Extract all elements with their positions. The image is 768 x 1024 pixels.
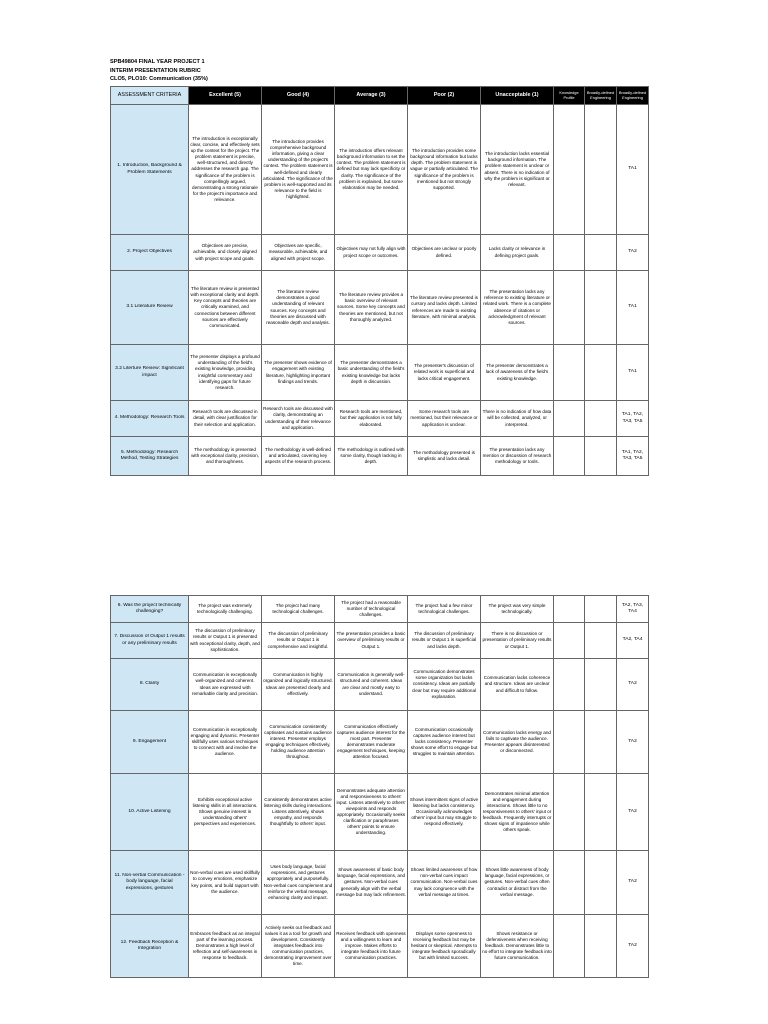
table-row: [111, 596, 649, 623]
table-cell: [335, 105, 408, 235]
table-row: [111, 235, 649, 271]
col-unacceptable: Unacceptable (1): [481, 87, 554, 105]
table-cell: [189, 235, 262, 271]
table-cell: [262, 851, 335, 915]
table-cell: [335, 401, 408, 437]
table-cell: [408, 851, 481, 915]
header-row: [111, 87, 649, 105]
knowledge-profile-cell: [554, 851, 585, 915]
table-cell: [262, 596, 335, 623]
knowledge-profile-cell: [554, 235, 585, 271]
good-cell: Actively seeks out feedback and values it as a tool for growth and development. Consistently integrates feedback into communication practices, demonstrating improvement over time.: [264, 924, 332, 967]
unacceptable-cell: Communication lacks energy and fails to captivate the audience. Presenter appears disinterested or disconnected.: [483, 729, 551, 754]
table-cell: [189, 915, 262, 978]
unacceptable-cell: The presentation lacks any reference to existing literature or related work. There is a complete absence of citations or acknowledgment of relevant sources.: [483, 289, 551, 325]
col-assessment-criteria: ASSESSMENT CRITERIA: [111, 87, 189, 105]
ta-cell: TA2: [617, 659, 649, 711]
good-cell: The introduction provides comprehensive background information, giving a clear understanding of the project's context. The problem statement is well-defined and clearly articulated. The significance of the problem is well-supported and its relevance to the field is highlighted.: [263, 139, 333, 199]
table-row: [111, 774, 649, 851]
average-cell: The literature review provides a basic overview of relevant sources. Some key concepts and theories are mentioned, but not thoroughly analyzed.: [337, 292, 405, 322]
unacceptable-cell: The presenter demonstrates a lack of awareness of the field's existing knowledge.: [485, 363, 549, 381]
table-cell: [481, 235, 554, 271]
table-cell: [111, 851, 189, 915]
poor-cell: The literature review presented is cursory and lacks depth. Limited references are made to existing literature, with minimal analysis.: [410, 295, 478, 319]
course-title: SPB49804 FINAL YEAR PROJECT 1: [110, 59, 205, 65]
unacceptable-cell: There is no discussion or presentation of preliminary results or Output 1.: [482, 631, 552, 649]
criteria-cell: 7. Discussion of Output 1 results or any preliminary results: [114, 634, 185, 646]
broadly-defined-cell: [585, 271, 617, 345]
table-cell: [262, 915, 335, 978]
ta-cell: TA2: [617, 915, 649, 978]
table-cell: [262, 345, 335, 401]
table-cell: [189, 596, 262, 623]
table-row: [111, 711, 649, 774]
table-cell: [111, 105, 189, 235]
table-cell: [189, 401, 262, 437]
knowledge-profile-cell: [554, 623, 585, 659]
ta-cell: TA2, TA3, TA4: [617, 596, 649, 623]
table-cell: [335, 711, 408, 774]
excellent-cell: The discussion of preliminary results or Output 1 is presented with exceptional clarity, depth, and sophistication.: [190, 628, 260, 652]
poor-cell: Objectives are unclear or poorly defined.: [411, 246, 477, 258]
poor-cell: Some research tools are mentioned, but their relevance or application is unclear.: [410, 409, 478, 427]
table-cell: [408, 915, 481, 978]
table-row: [111, 401, 649, 437]
table-cell: [189, 623, 262, 659]
unacceptable-cell: There is no indication of how data will be collected, analyzed, or interpreted.: [482, 409, 552, 427]
ta-cell: TA1: [617, 271, 649, 345]
col-broadly-defined-2: Broadly-defined Engineering: [617, 87, 649, 105]
table-cell: [262, 711, 335, 774]
table-cell: [335, 345, 408, 401]
poor-cell: The introduction provides some background information but lacks depth. The problem statement is vague or partially articulated. The significance of the problem is mentioned but not strongly supported.: [410, 148, 478, 190]
poor-cell: Communication demonstrates some organization but lacks consistency. Ideas are partially clear but may require additional explanation.: [411, 669, 477, 699]
table-cell: [189, 851, 262, 915]
table-cell: [189, 271, 262, 345]
average-cell: Communication is generally well-structured and coherent. Ideas are clear and mostly easy to understand.: [337, 672, 405, 696]
criteria-cell: 8. Clarity: [139, 681, 160, 687]
knowledge-profile-cell: [554, 105, 585, 235]
good-cell: Uses body language, facial expressions, and gestures appropriately and purposefully. Non-verbal cues complement and reinforce the verbal message, enhancing clarity and impact.: [263, 864, 333, 900]
good-cell: Consistently demonstrates active listening skills during interactions. Listens attentively, shows empathy, and responds thoughtfully to others' input.: [263, 796, 333, 827]
col-poor: Poor (2): [408, 87, 481, 105]
table-cell: [262, 623, 335, 659]
table-cell: [408, 401, 481, 437]
good-cell: Communication consistently captivates and sustains audience interest. Presenter employs engaging techniques effectively, holding audience attention throughout.: [264, 723, 332, 760]
table-cell: [189, 105, 262, 235]
table-cell: [335, 774, 408, 851]
table-row: [111, 915, 649, 978]
table-cell: [335, 235, 408, 271]
average-cell: Shows awareness of basic body language, facial expressions, and gestures. Non-verbal cues generally align with the verbal message but may lack refinement.: [336, 867, 406, 897]
poor-cell: Shows intermittent signs of active listening but lacks consistency. Occasionally acknowledges others' input but may struggle to respond effectively.: [409, 796, 479, 827]
poor-cell: The project had a few minor technological challenges.: [415, 602, 473, 614]
unacceptable-cell: The introduction lacks essential background information. The problem statement is unclear or absent. There is no indication of why the problem is significant or relevant.: [484, 151, 550, 187]
excellent-cell: Communication is exceptionally engaging and dynamic. Presenter skillfully uses various techniques to connect with and involve the audience.: [190, 726, 260, 757]
table-cell: [189, 437, 262, 476]
broadly-defined-cell: [585, 711, 617, 774]
table-cell: [262, 235, 335, 271]
good-cell: Objectives are specific, measurable, achievable, and aligned with project scope.: [268, 243, 328, 261]
unacceptable-cell: Lacks clarity or relevance in defining project goals.: [488, 246, 546, 258]
table-row: [111, 271, 649, 345]
average-cell: The presentation provides a basic overview of preliminary results or Output 1.: [336, 631, 406, 649]
unacceptable-cell: Shows resistance or defensiveness when receiving feedback. Demonstrates little to no effort to integrate feedback into future communication.: [482, 930, 552, 961]
criteria-cell: 1. Introduction, Background & Problem Statements: [117, 163, 182, 175]
table-row: [111, 623, 649, 659]
excellent-cell: Embraces feedback as an integral part of the learning process. Demonstrates a high level of reflection and self-awareness in response to feedback.: [190, 930, 260, 961]
good-cell: The presenter shows evidence of engagement with existing literature, highlighting important findings and trends.: [264, 360, 332, 384]
ta-cell: TA1, TA2, TA3, TA5: [617, 401, 649, 437]
broadly-defined-cell: [585, 596, 617, 623]
criteria-cell: 6. Was the project technically challenging?: [117, 602, 182, 614]
ta-cell: TA2, TA4: [617, 623, 649, 659]
table-cell: [481, 437, 554, 476]
table-cell: [408, 235, 481, 271]
table-cell: [335, 915, 408, 978]
ta-cell: TA1, TA2, TA3, TA5: [617, 437, 649, 476]
broadly-defined-cell: [585, 659, 617, 711]
excellent-cell: The project was extremely technologically challenging.: [197, 602, 253, 614]
table-cell: [111, 437, 189, 476]
broadly-defined-cell: [585, 105, 617, 235]
criteria-cell: 4. Methodology: Research Tools: [114, 415, 185, 421]
table-cell: [335, 596, 408, 623]
table-cell: [189, 345, 262, 401]
table-cell: [262, 437, 335, 476]
knowledge-profile-cell: [554, 596, 585, 623]
broadly-defined-cell: [585, 623, 617, 659]
col-broadly-defined-1: Broadly-defined Engineering: [585, 87, 617, 105]
broadly-defined-cell: [585, 235, 617, 271]
rubric-table-part2: [110, 595, 649, 978]
broadly-defined-cell: [585, 851, 617, 915]
table-cell: [408, 271, 481, 345]
knowledge-profile-cell: [554, 774, 585, 851]
average-cell: Receives feedback with openness and a willingness to learn and improve. Makes efforts to integrate feedback into future communication practices.: [336, 930, 406, 961]
table-cell: [408, 774, 481, 851]
criteria-cell: 2. Project Objectives: [127, 249, 172, 255]
criteria-cell: 3.1 Literature Review: [126, 304, 173, 310]
table-row: [111, 345, 649, 401]
table-cell: [111, 345, 189, 401]
broadly-defined-cell: [585, 345, 617, 401]
table-cell: [262, 659, 335, 711]
table-cell: [481, 851, 554, 915]
average-cell: Demonstrates adequate attention and responsiveness to others' input. Listens attentively to others' viewpoints and responds appropriately. Occasionally seeks clarification or paraphrases others' points to ensure understanding.: [336, 787, 406, 836]
table-cell: [481, 345, 554, 401]
table-cell: [408, 623, 481, 659]
knowledge-profile-cell: [554, 659, 585, 711]
col-knowledge-profile: Knowledge Profile: [554, 87, 585, 105]
table-cell: [111, 711, 189, 774]
table-cell: [481, 596, 554, 623]
average-cell: The methodology is outlined with some clarity, though lacking in depth.: [337, 446, 405, 465]
average-cell: The introduction offers relevant background information to set the context. The problem statement is defined but may lack specificity or clarity. The significance of the problem is explained, but some elaboration may be needed.: [336, 148, 406, 190]
table-cell: [481, 659, 554, 711]
table-cell: [481, 401, 554, 437]
ta-cell: TA1: [617, 105, 649, 235]
table-cell: [481, 915, 554, 978]
table-cell: [481, 623, 554, 659]
excellent-cell: The introduction is exceptionally clear, concise, and effectively sets up the context for the project. The problem statement is precise, well-structured, and directly addresses the research gap. The significance of the problem is compellingly argued, demonstrating a strong rationale for the project's importance and relevance.: [190, 135, 260, 202]
table-cell: [189, 659, 262, 711]
document-header: [110, 58, 208, 84]
table-cell: [335, 623, 408, 659]
good-cell: Research tools are discussed with clarity, demonstrating an understanding of their relevance and application.: [263, 406, 333, 430]
table-cell: [408, 659, 481, 711]
good-cell: The project had many technological challenges.: [272, 602, 324, 614]
unacceptable-cell: Shows little awareness of body language, facial expressions, or gestures. Non-verbal cues often contradict or distract from the verbal message.: [484, 867, 550, 897]
poor-cell: Shows limited awareness of how non-verbal cues impact communication. Non-verbal cues may lack congruence with the verbal message at times.: [410, 867, 478, 897]
table-cell: [408, 596, 481, 623]
table-cell: [262, 401, 335, 437]
broadly-defined-cell: [585, 401, 617, 437]
table-cell: [408, 711, 481, 774]
table-cell: [111, 271, 189, 345]
rubric-table-part1: [110, 86, 649, 476]
ta-cell: TA2: [617, 774, 649, 851]
good-cell: The discussion of preliminary results or Output 1 is comprehensive and insightful.: [267, 631, 329, 649]
table-cell: [481, 774, 554, 851]
good-cell: The literature review demonstrates a good understanding of relevant sources. Key concepts and theories are discussed with reasonable depth and analysis.: [266, 289, 330, 325]
col-good: Good (4): [262, 87, 335, 105]
knowledge-profile-cell: [554, 345, 585, 401]
table-cell: [111, 596, 189, 623]
unacceptable-cell: The project was very simple technologically.: [488, 602, 546, 614]
poor-cell: The methodology presented is simplistic and lacks detail.: [413, 449, 475, 461]
table-cell: [189, 774, 262, 851]
excellent-cell: Non-verbal cues are used skillfully to convey emotions, emphasize key points, and build rapport with the audience.: [190, 870, 260, 894]
average-cell: Objectives may not fully align with project scope or outcomes.: [336, 246, 406, 258]
table-cell: [481, 711, 554, 774]
table-cell: [481, 105, 554, 235]
unacceptable-cell: The presentation lacks any mention or discussion of research methodology or tools.: [482, 446, 552, 465]
broadly-defined-cell: [585, 915, 617, 978]
ta-cell: TA2: [617, 711, 649, 774]
excellent-cell: Research tools are discussed in detail, with clear justification for their selection and application.: [192, 409, 258, 427]
table-cell: [408, 105, 481, 235]
table-cell: [111, 659, 189, 711]
criteria-cell: 12. Feedback Reception & Integration: [120, 939, 179, 951]
excellent-cell: Communication is exceptionally well-organized and coherent. Ideas are expressed with remarkable clarity and precision.: [191, 672, 259, 696]
table-cell: [111, 915, 189, 978]
table-row: [111, 851, 649, 915]
broadly-defined-cell: [585, 437, 617, 476]
table-cell: [408, 437, 481, 476]
good-cell: The methodology is well-defined and articulated, covering key aspects of the research process.: [264, 446, 332, 465]
poor-cell: The presenter's discussion of related work is superficial and lacks critical engagement.: [413, 363, 475, 381]
table-cell: [335, 437, 408, 476]
table-cell: [408, 345, 481, 401]
clo-line: CLO5, PLO10: Communication (35%): [110, 76, 208, 83]
poor-cell: The discussion of preliminary results or Output 1 is superficial and lacks depth.: [411, 631, 477, 649]
good-cell: Communication is highly organized and logically structured. Ideas are presented clearly and effectively.: [263, 672, 333, 696]
excellent-cell: Exhibits exceptional active listening skills in all interactions. Shows genuine interest in understanding others' perspectives and experiences.: [192, 796, 258, 827]
criteria-cell: 9. Engagement: [132, 738, 167, 744]
rubric-title: INTERIM PRESENTATION RUBRIC: [110, 67, 201, 74]
excellent-cell: Objectives are precise, achievable, and closely aligned with project scope and goals.: [193, 243, 257, 261]
criteria-cell: 10. Active Listening: [128, 808, 171, 814]
poor-cell: Displays some openness to receiving feedback but may be hesitant or skeptical. Attempts to integrate feedback sporadically but with limited success.: [410, 930, 478, 961]
average-cell: Communication effectively captures audience interest for the most part. Presenter demonstrates moderate engagement techniques, keeping attention focused.: [336, 723, 406, 760]
table-row: [111, 659, 649, 711]
criteria-cell: 3.2 Literture Review: Significant impact: [115, 366, 184, 378]
knowledge-profile-cell: [554, 915, 585, 978]
table-cell: [262, 271, 335, 345]
table-cell: [111, 774, 189, 851]
table-cell: [335, 851, 408, 915]
broadly-defined-cell: [585, 774, 617, 851]
ta-cell: TA2: [617, 235, 649, 271]
excellent-cell: The literature review is presented with exceptional clarity and depth. Key concepts and theories are critically examined, and connections between different sources are effectively communicated.: [190, 286, 260, 328]
table-cell: [262, 774, 335, 851]
table-cell: [111, 623, 189, 659]
table-row: [111, 105, 649, 235]
poor-cell: Communication occasionally captures audience interest but lacks consistency. Presenter shows some effort to engage but struggles to maintain attention.: [410, 726, 478, 757]
knowledge-profile-cell: [554, 437, 585, 476]
average-cell: Research tools are mentioned, but their application is not fully elaborated.: [339, 409, 403, 427]
table-cell: [481, 271, 554, 345]
knowledge-profile-cell: [554, 711, 585, 774]
knowledge-profile-cell: [554, 271, 585, 345]
unacceptable-cell: Communication lacks coherence and structure. Ideas are unclear and difficult to follow.: [483, 675, 551, 693]
col-average: Average (3): [335, 87, 408, 105]
criteria-cell: 11. Non-verbal Communication - body language, facial expressions, gestures: [114, 872, 185, 891]
table-cell: [335, 659, 408, 711]
table-cell: [335, 271, 408, 345]
average-cell: The presenter demonstrates a basic understanding of the field's existing knowledge but lacks depth in discussion.: [337, 360, 405, 384]
ta-cell: TA1: [617, 345, 649, 401]
table-row: [111, 437, 649, 476]
average-cell: The project had a reasonable number of technological challenges.: [341, 599, 401, 618]
criteria-cell: 5. Methodology: Research Method, Testing Strategies: [120, 449, 179, 461]
excellent-cell: The methodology is presented with exceptional clarity, precision, and thoroughness.: [191, 446, 259, 465]
table-cell: [262, 105, 335, 235]
table-cell: [111, 401, 189, 437]
knowledge-profile-cell: [554, 401, 585, 437]
excellent-cell: The presenter displays a profound understanding of the field's existing knowledge, providing insightful commentary and identifying gaps for future research.: [190, 354, 260, 390]
ta-cell: TA2: [617, 851, 649, 915]
unacceptable-cell: Demonstrates minimal attention and engagement during interactions. Shows little to no responsiveness to others' input or feedback. Frequently interrupts or shows signs of impatience while others speak.: [482, 790, 552, 833]
table-cell: [111, 235, 189, 271]
col-excellent: Excellent (5): [189, 87, 262, 105]
table-cell: [189, 711, 262, 774]
